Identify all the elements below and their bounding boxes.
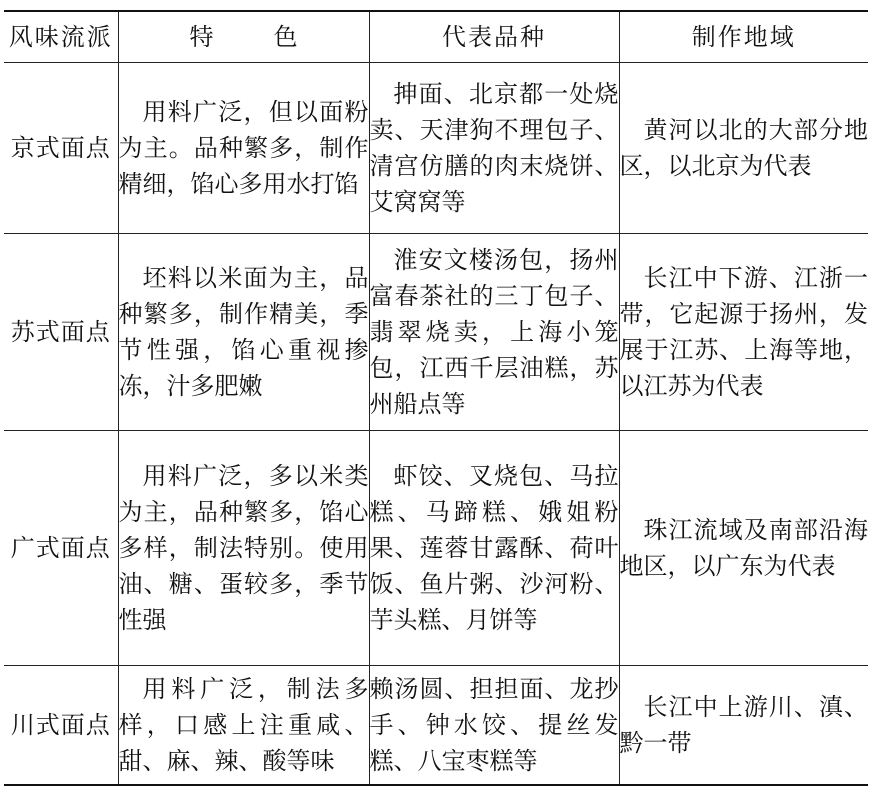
table-body — [4, 63, 868, 786]
school-name: 广式面点 — [4, 431, 118, 666]
feature-cell: 坯料以米面为主，品种繁多，制作精美，季节性强，馅心重视掺冻，汁多肥嫩 — [118, 234, 369, 431]
table-row — [4, 666, 868, 786]
varieties-cell: 赖汤圆、担担面、龙抄手、钟水饺、提丝发糕、八宝枣糕等 — [369, 666, 619, 786]
school-name: 京式面点 — [4, 63, 118, 234]
feature-cell: 用料广泛，制法多样，口感上注重咸、甜、麻、辣、酸等味 — [118, 666, 369, 786]
varieties-cell: 淮安文楼汤包，扬州富春茶社的三丁包子、翡翠烧卖，上海小笼包，江西千层油糕，苏州船点等 — [369, 234, 619, 431]
varieties-cell: 虾饺、叉烧包、马拉糕、马蹄糕、娥姐粉果、莲蓉甘露酥、荷叶饭、鱼片粥、沙河粉、芋头糕、月饼等 — [369, 431, 619, 666]
header-feature: 特 色 — [118, 11, 369, 63]
table-row — [4, 431, 868, 666]
feature-cell: 用料广泛，多以米类为主，品种繁多，馅心多样，制法特别。使用油、糖、蛋较多，季节性强 — [118, 431, 369, 666]
header-varieties: 代表品种 — [369, 11, 619, 63]
varieties-cell: 抻面、北京都一处烧卖、天津狗不理包子、清宫仿膳的肉末烧饼、艾窝窝等 — [369, 63, 619, 234]
table-header — [4, 11, 868, 63]
school-name: 川式面点 — [4, 666, 118, 786]
header-school: 风味流派 — [4, 11, 118, 63]
region-cell: 长江中上游川、滇、黔一带 — [619, 666, 868, 786]
region-cell: 长江中下游、江浙一带，它起源于扬州，发展于江苏、上海等地，以江苏为代表 — [619, 234, 868, 431]
header-region: 制作地域 — [619, 11, 868, 63]
pastry-schools-table — [4, 10, 868, 786]
school-name: 苏式面点 — [4, 234, 118, 431]
table-row — [4, 234, 868, 431]
header-row — [4, 11, 868, 63]
table-row — [4, 63, 868, 234]
feature-cell: 用料广泛，但以面粉为主。品种繁多，制作精细，馅心多用水打馅 — [118, 63, 369, 234]
region-cell: 珠江流域及南部沿海地区，以广东为代表 — [619, 431, 868, 666]
region-cell: 黄河以北的大部分地区，以北京为代表 — [619, 63, 868, 234]
